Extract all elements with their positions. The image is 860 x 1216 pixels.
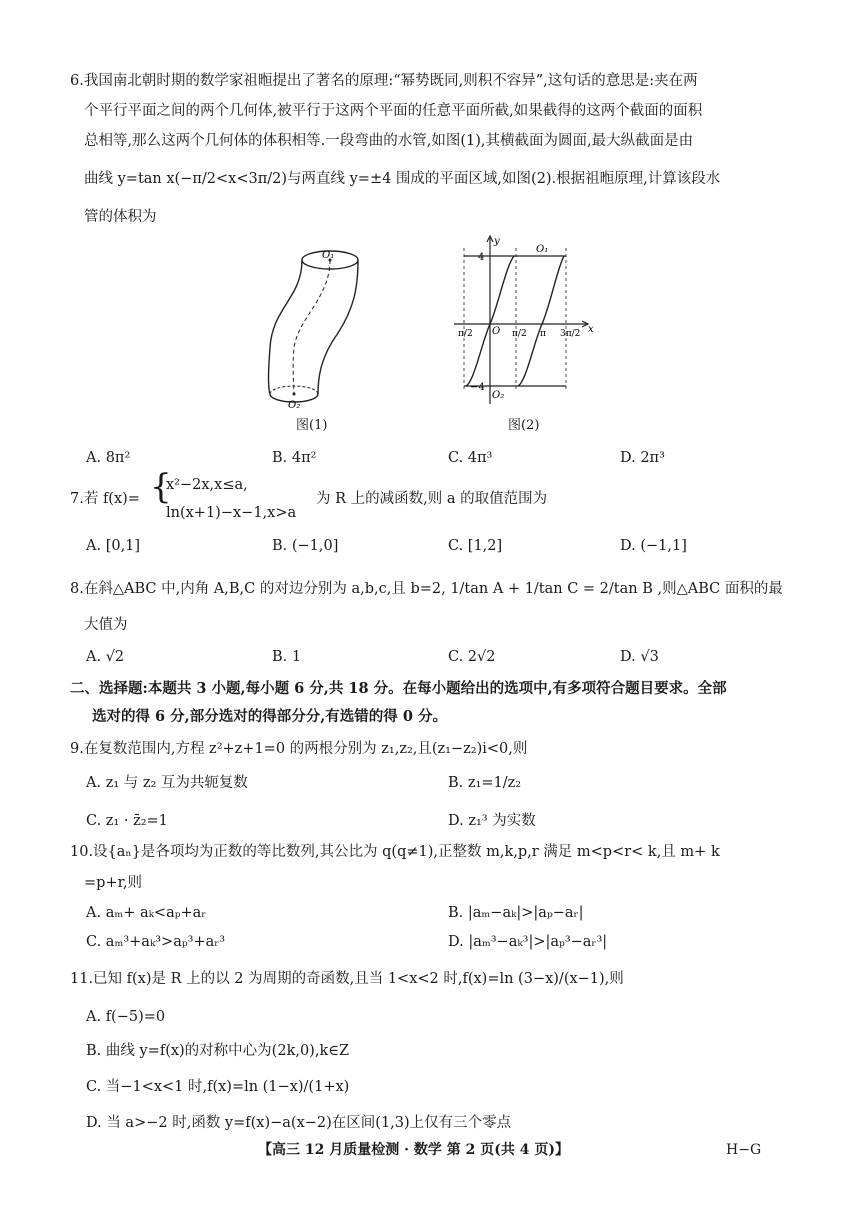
q7-stem-prefix: 7.若 f(x)= (70, 491, 140, 507)
q7-option-b: B. (−1,0] (272, 538, 339, 554)
q6-line2: 个平行平面之间的两个几何体,被平行于这两个平面的任意平面所截,如果截得的这两个截面的面积 (84, 103, 703, 119)
fig2-label-origin: O (492, 326, 501, 337)
q7-brace: { (150, 467, 172, 507)
fig2-label-y: y (494, 236, 500, 247)
q6-option-a: A. 8π² (86, 450, 131, 466)
fig1-label-o2: O₂ (288, 400, 301, 410)
q6-option-d: D. 2π³ (620, 450, 665, 466)
q8-option-d: D. √3 (620, 649, 659, 665)
fig2-caption: 图(2) (508, 418, 540, 433)
q9-option-a: A. z₁ 与 z₂ 互为共轭复数 (86, 775, 248, 791)
q7-option-a: A. [0,1] (86, 538, 141, 554)
q9-option-c: C. z₁ · z̄₂=1 (86, 813, 168, 829)
footer-code: H−G (726, 1142, 762, 1158)
q8-line2: 大值为 (84, 617, 128, 633)
q6-option-b: B. 4π² (272, 450, 317, 466)
q7-option-c: C. [1,2] (448, 538, 503, 554)
q7-piece2: ln(x+1)−x−1,x>a (166, 505, 297, 521)
figure-1-bent-pipe (258, 238, 368, 410)
fig2-label-pi: π (540, 329, 546, 339)
q10-line2: =p+r,则 (84, 875, 143, 891)
q8-line1: 8.在斜△ABC 中,内角 A,B,C 的对边分别为 a,b,c,且 b=2, 1/tan A + 1/tan C = 2/tan B ,则△ABC 面积的最 (70, 581, 783, 597)
q6-line1: 6.我国南北朝时期的数学家祖暅提出了著名的原理:“幂势既同,则积不容异”,这句话的意思是:夹在两 (70, 73, 698, 89)
q8-option-a: A. √2 (86, 649, 125, 665)
section2-line1: 二、选择题:本题共 3 小题,每小题 6 分,共 18 分。在每小题给出的选项中,有多项符合题目要求。全部 (70, 680, 727, 697)
q10-option-c: C. aₘ³+aₖ³>aₚ³+aᵣ³ (86, 934, 226, 950)
q7-option-d: D. (−1,1] (620, 538, 687, 554)
fig2-label-x: x (588, 324, 594, 335)
fig2-label-o2: O₂ (492, 390, 505, 401)
q7-stem-suffix: 为 R 上的减函数,则 a 的取值范围为 (316, 491, 548, 507)
fig2-label-pi-half: π/2 (512, 329, 527, 339)
q9-option-b: B. z₁=1/z₂ (448, 775, 522, 791)
footer-page-info: 【高三 12 月质量检测 · 数学 第 2 页(共 4 页)】 (258, 1142, 569, 1158)
fig1-label-o1: O₁ (322, 250, 335, 261)
q11-option-d: D. 当 a>−2 时,函数 y=f(x)−a(x−2)在区间(1,3)上仅有三个零点 (86, 1115, 512, 1131)
q10-option-b: B. |aₘ−aₖ|>|aₚ−aᵣ| (448, 905, 584, 921)
fig2-label-o1: O₁ (536, 244, 549, 255)
q8-option-c: C. 2√2 (448, 649, 496, 665)
q6-option-c: C. 4π³ (448, 450, 493, 466)
q9-stem: 9.在复数范围内,方程 z²+z+1=0 的两根分别为 z₁,z₂,且(z₁−z₂)i<0,则 (70, 741, 528, 757)
fig2-label-neg4: −4 (470, 382, 485, 393)
q11-option-c: C. 当−1<x<1 时,f(x)=ln (1−x)/(1+x) (86, 1079, 350, 1095)
fig2-label-3pi-half: 3π/2 (560, 329, 581, 339)
q8-option-b: B. 1 (272, 649, 302, 665)
q6-line4: 曲线 y=tan x(−π/2<x<3π/2)与两直线 y=±4 围成的平面区域,如图(2).根据祖暅原理,计算该段水 (84, 171, 721, 187)
section2-line2: 选对的得 6 分,部分选对的得部分分,有选错的得 0 分。 (92, 708, 447, 725)
q10-line1: 10.设{aₙ}是各项均为正数的等比数列,其公比为 q(q≠1),正整数 m,k,p,r 满足 m<p<r< k,且 m+ k (70, 844, 720, 860)
q11-option-a: A. f(−5)=0 (86, 1009, 166, 1025)
fig2-label-neg-pi-half: π/2 (458, 329, 473, 339)
q10-option-d: D. |aₘ³−aₖ³|>|aₚ³−aᵣ³| (448, 934, 608, 950)
q6-line3: 总相等,那么这两个几何体的体积相等.一段弯曲的水管,如图(1),其横截面为圆面,最大纵截面是由 (84, 133, 694, 149)
fig2-label-4: 4 (478, 252, 485, 263)
q7-piece1: x²−2x,x≤a, (166, 477, 248, 493)
q11-option-b: B. 曲线 y=f(x)的对称中心为(2k,0),k∈Z (86, 1043, 350, 1059)
q10-option-a: A. aₘ+ aₖ<aₚ+aᵣ (86, 905, 207, 921)
fig1-caption: 图(1) (296, 418, 328, 433)
q9-option-d: D. z₁³ 为实数 (448, 813, 536, 829)
q11-stem: 11.已知 f(x)是 R 上的以 2 为周期的奇函数,且当 1<x<2 时,f(x)=ln (3−x)/(x−1),则 (70, 971, 624, 987)
figure-2-tan-graph (448, 232, 598, 412)
q6-line5: 管的体积为 (84, 209, 157, 225)
